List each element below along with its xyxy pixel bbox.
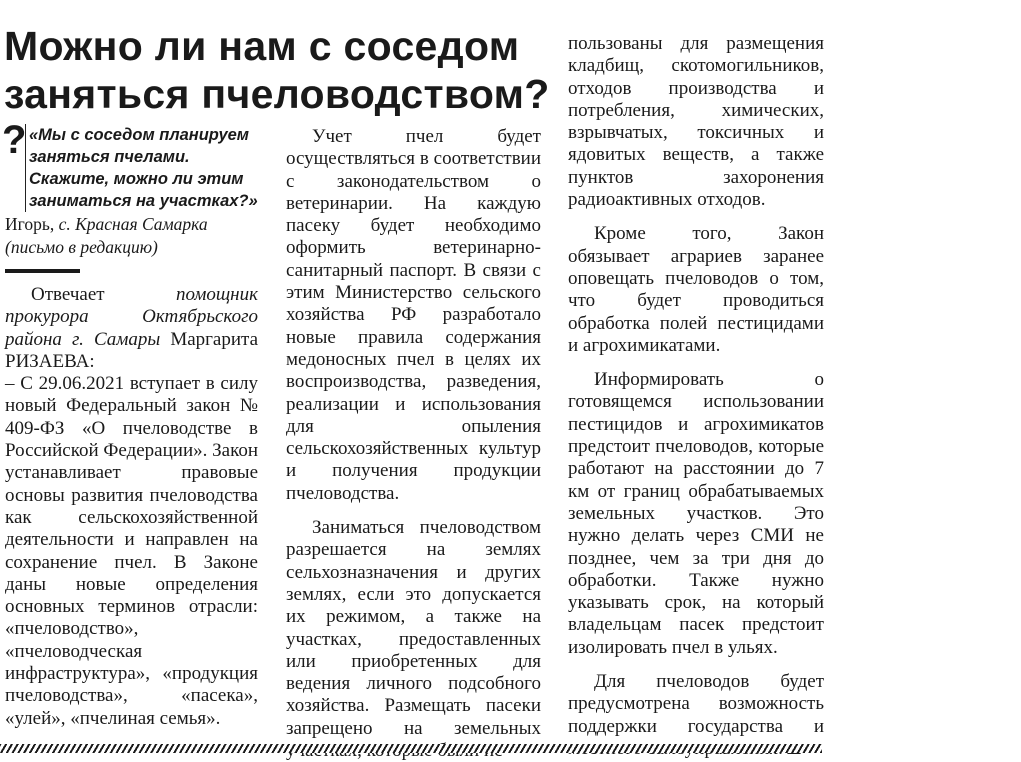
reader-question: «Мы с соседом планируем заняться пчелами. Скажите, можно ли этим заниматься на участках?» [25,124,263,212]
article-column-3 [568,33,824,760]
paragraph-1: – С 29.06.2021 вступает в силу новый Федеральный закон № 409-ФЗ «О пчеловодстве в Российской Федерации». Закон устанавливает правовые основы развития пчеловодства как сельскохозяйственной деятельности и направлен на сохранение пчел. В Законе даны новые определения основных терминов отрасли: «пчеловодство», «пчеловодческая инфраструктура», «продукция пчеловодства», «пасека», «улей», «пчелиная семья». [5,373,259,729]
paragraph-3: Заниматься пчеловодством разрешается на землях сельхозназначения и других землях, если это допускается их режимом, а также на участках, предоставленных или приобретенных для ведения личного подсобного хозяйства. Размещать пасеки запрещено на земельных [286,517,541,739]
paragraph-6-text: Для пчеловодов будет предусмотрена возможность поддержки государства и [568,671,824,737]
question-mark-icon: ? [2,118,27,162]
answer-intro [5,284,258,373]
author-note: (письмо в редакцию) [5,237,158,257]
author-place: с. Красная Самарка [58,214,208,234]
answerer-name: Маргарита РИЗАЕВА: [5,328,259,372]
paragraph-5: Информировать о готовящемся использовании пестицидов и агрохимикатов предстоит пчеловодов, которые работают на расстоянии до 7 км от границ обрабатываемых земельных участков. Это нужно делать через СМИ не позднее, чем за три дня до обработки. Также нужно указывать срок, на который владельцам пасек предстоит изолировать пчел в ульях. [568,369,824,658]
article-column-1 [5,284,258,730]
section-divider [5,269,80,273]
author-name: Игорь, [5,214,55,234]
paragraph-3-continued: пользованы для размещения кладбищ, скотомогильников, отходов производства и потребления, химических, взрывчатых, токсичных и ядовитых веществ, а также пунктов захоронения радиоактивных отходов. [568,33,824,211]
bottom-hatched-border [0,744,822,753]
article-column-2 [286,126,541,762]
article-headline: Можно ли нам с соседом заняться пчеловодством? [4,23,550,117]
question-author [5,213,265,259]
paragraph-4: Кроме того, Закон обязывает аграриев заранее оповещать пчеловодов о том, что будет проводиться обработка полей пестицидами и агрохимикатами. [568,223,824,356]
paragraph-2: Учет пчел будет осуществляться в соответствии с законодательством о ветеринарии. На каждую пасеку будет необходимо оформить ветеринарно-санитарный паспорт. В связи с этим Министерство сельского хозяйства РФ разработало новые правила содержания медоносных пчел в целях их воспроизводства, разведения, реализации и использования для опыления сельскохозяйственных культур и получения продукции пчеловодства. [286,126,541,504]
answer-lead: Отвечает [31,284,105,305]
answerer-position: помощник прокурора Октябрьского района г. Самары [5,284,258,350]
